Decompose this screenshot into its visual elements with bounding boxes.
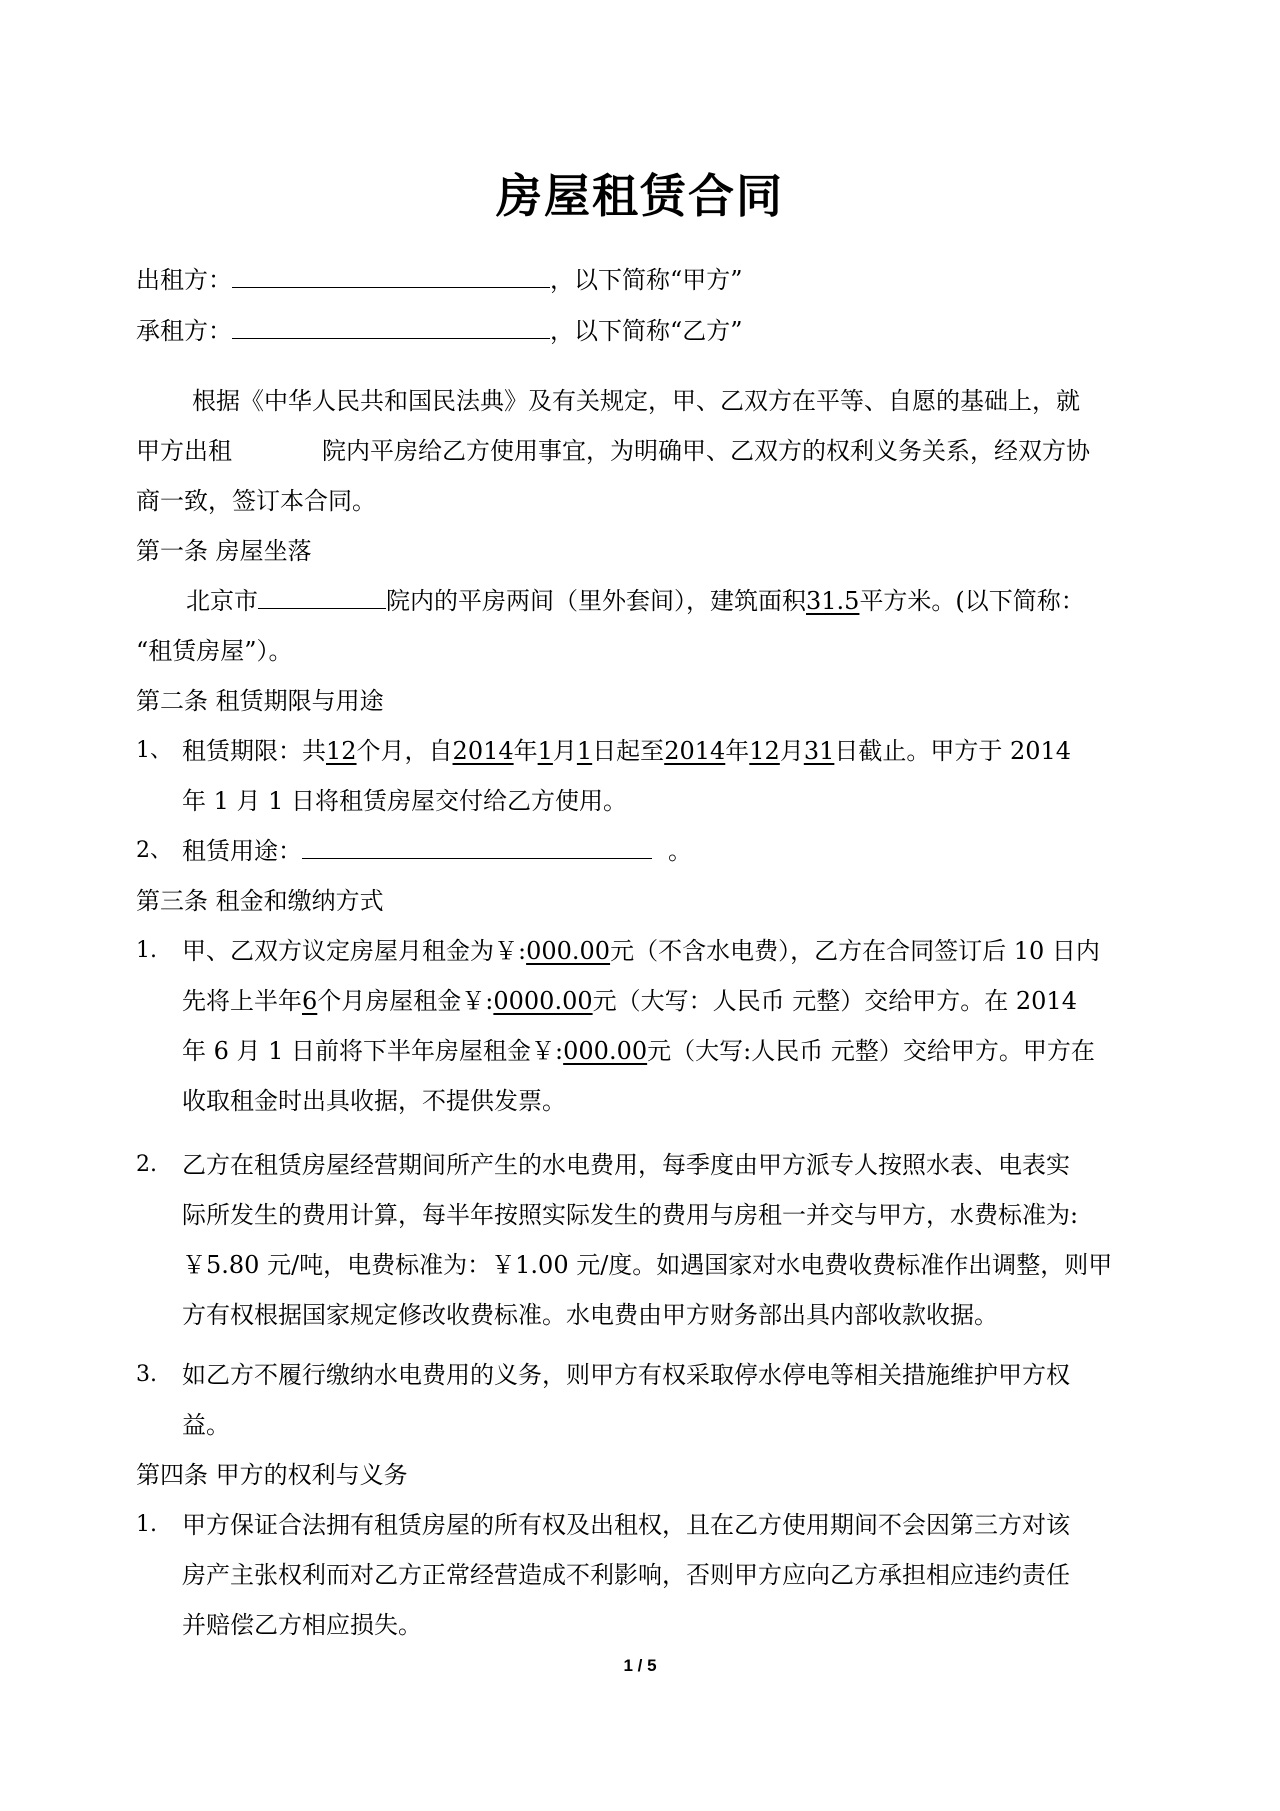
article-2-item-1-number: 1、 [136, 738, 172, 763]
article-4-heading: 第四条 甲方的权利与义务 [136, 1461, 408, 1489]
article-2-item-2-number: 2、 [136, 838, 172, 863]
page-number: 1 / 5 [623, 1656, 657, 1675]
article-4-item-1-line-3: 并赔偿乙方相应损失。 [182, 1611, 422, 1639]
article-3-item-1-number: 1. [136, 938, 157, 963]
article-4-item-1-line-1: 甲方保证合法拥有租赁房屋的所有权及出租权，且在乙方使用期间不会因第三方对该 [182, 1511, 1070, 1539]
address-blank[interactable] [258, 582, 386, 609]
article-3-item-2-number: 2. [136, 1152, 157, 1177]
party-a-line [136, 255, 743, 305]
article-1-line-2: “租赁房屋”）。 [136, 637, 293, 665]
article-3-item-2-line-4: 方有权根据国家规定修改收费标准。水电费由甲方财务部出具内部收款收据。 [182, 1301, 998, 1329]
article-4-item-1-line-2: 房产主张权利而对乙方正常经营造成不利影响，否则甲方应向乙方承担相应违约责任 [182, 1561, 1070, 1589]
article-2-item-1-line-2: 年 1 月 1 日将租赁房屋交付给乙方使用。 [182, 787, 628, 815]
party-a-label: 出租方： [136, 266, 232, 294]
intro-line-3: 商一致，签订本合同。 [136, 487, 376, 515]
article-3-item-1-line-4: 收取租金时出具收据，不提供发票。 [182, 1087, 566, 1115]
party-a-suffix: ，以下简称“甲方” [550, 266, 743, 294]
article-2-item-1-line-1: 租赁期限：共12个月，自2014年1月1日起至2014年12月31日截止。甲方于 2014 [182, 737, 1072, 765]
article-3-item-2-line-1: 乙方在租赁房屋经营期间所产生的水电费用，每季度由甲方派专人按照水表、电表实 [182, 1151, 1070, 1179]
party-a-blank[interactable] [232, 261, 550, 288]
party-b-label: 承租方： [136, 317, 232, 345]
party-b-suffix: ，以下简称“乙方” [550, 317, 743, 345]
article-2-item-2-line: 租赁用途： 。 [182, 826, 692, 876]
article-3-item-1-line-1: 甲、乙双方议定房屋月租金为￥:000.00元（不含水电费），乙方在合同签订后 10 日内 [182, 937, 1100, 965]
article-3-item-1-line-3: 年 6 月 1 日前将下半年房屋租金￥:000.00元（大写:人民币 元整）交给甲方。甲方在 [182, 1037, 1095, 1065]
area-value: 31.5 [806, 587, 860, 615]
article-3-item-3-line-1: 如乙方不履行缴纳水电费用的义务，则甲方有权采取停水停电等相关措施维护甲方权 [182, 1361, 1070, 1389]
article-3-heading: 第三条 租金和缴纳方式 [136, 887, 384, 915]
article-3-item-1-line-2: 先将上半年6个月房屋租金￥:0000.00元（大写：人民币 元整）交给甲方。在 2014 [182, 987, 1077, 1015]
article-3-item-3-number: 3. [136, 1362, 157, 1387]
article-3-item-2-line-2: 际所发生的费用计算，每半年按照实际发生的费用与房租一并交与甲方，水费标准为: [182, 1201, 1079, 1229]
party-b-blank[interactable] [232, 312, 550, 339]
article-1-heading: 第一条 房屋坐落 [136, 537, 312, 565]
document-title: 房屋租赁合同 [496, 169, 784, 223]
article-2-heading: 第二条 租赁期限与用途 [136, 687, 384, 715]
party-b-line [136, 306, 743, 356]
intro-line-2: 甲方出租 院内平房给乙方使用事宜，为明确甲、乙双方的权利义务关系，经双方协 [136, 437, 1090, 465]
usage-blank[interactable] [302, 832, 652, 859]
article-3-item-3-line-2: 益。 [182, 1411, 230, 1439]
article-4-item-1-number: 1. [136, 1512, 157, 1537]
article-1-line-1: 北京市 院内的平房两间（里外套间），建筑面积31.5平方米。(以下简称： [186, 576, 1085, 626]
intro-line-1: 根据《中华人民共和国民法典》及有关规定，甲、乙双方在平等、自愿的基础上，就 [192, 387, 1080, 415]
article-3-item-2-line-3: ￥5.80 元/吨，电费标准为：￥1.00 元/度。如遇国家对水电费收费标准作出调整，则甲 [182, 1251, 1113, 1279]
